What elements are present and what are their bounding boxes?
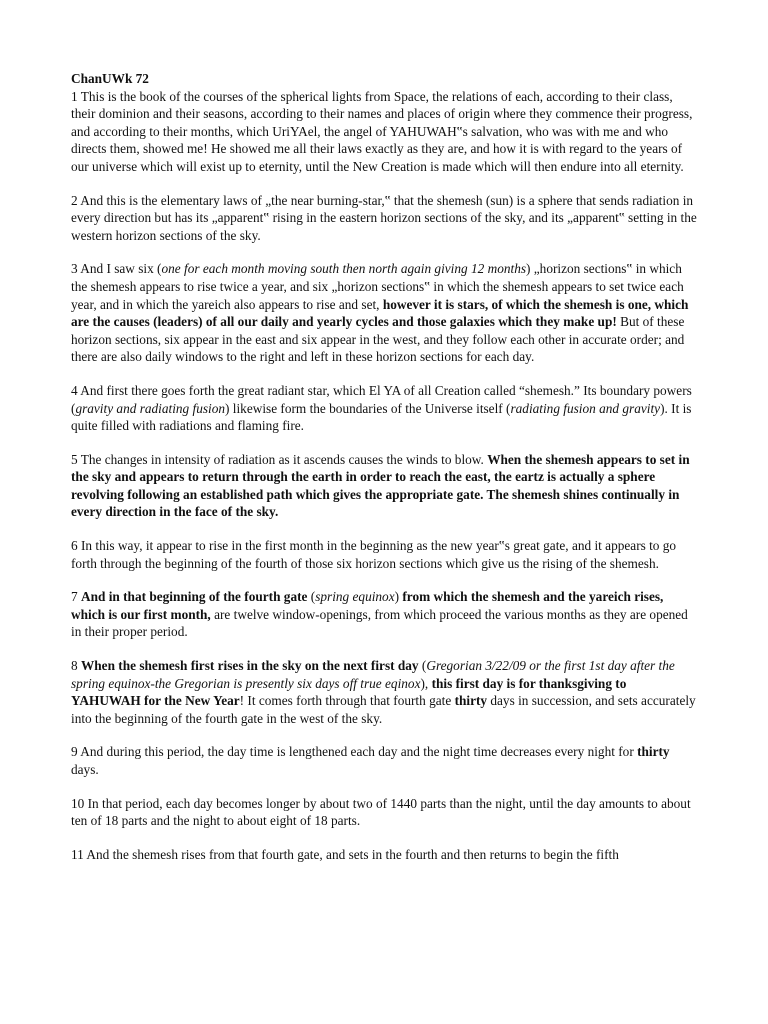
paragraph-text: ! It comes forth through that fourth gate: [239, 693, 455, 709]
paragraph-6: [71, 537, 697, 572]
bold-text: When the shemesh first rises in the sky on the next first day: [80, 658, 419, 674]
paragraph-text: ): [394, 589, 403, 605]
paragraph-text: ) „horizon sections‟ in which the shemesh appears to rise twice a year, and six „horizon sections‟ in which the shemesh appears to set twice each year, and in which the yareich also appears to rise and set,: [71, 261, 684, 312]
paragraph-text: 8: [71, 658, 81, 674]
paragraph-9: [71, 743, 697, 778]
bold-text: And in that beginning of the fourth gate: [80, 589, 308, 605]
paragraph-text: are twelve window-openings, from which proceed the various months as they are opened in their proper period.: [71, 606, 688, 640]
paragraph-11: [71, 846, 697, 864]
paragraph-text: 2 And this is the elementary laws of „the near burning-star,‟ that the shemesh (sun) is a sphere that sends radiation in every direction but has its „apparent‟ rising in the eastern horizon sections of the sky, and its „apparent‟ setting in the western horizon sections of the sky.: [71, 192, 697, 243]
italic-text: one for each month moving south then north again giving 12 months: [161, 261, 527, 277]
paragraph-text: 11 And the shemesh rises from that fourth gate, and sets in the fourth and then returns to begin the fifth: [71, 846, 619, 862]
paragraph-text: days.: [71, 762, 99, 777]
paragraph-text: (: [418, 658, 427, 674]
paragraph-text: But of these horizon sections, six appear in the east and six appear in the west, and they follow each other in accurate order; and there are also daily windows to the right and left in these horizon sections for each day.: [71, 314, 685, 365]
bold-text: however it is stars, of which the shemesh is one, which are the causes (leaders) of all our daily and yearly cycles and those galaxies which they make up!: [71, 296, 689, 330]
paragraph-text: (: [307, 589, 316, 605]
italic-text: radiating fusion and gravity: [510, 400, 661, 416]
paragraph-text: days in succession, and sets accurately into the beginning of the fourth gate in the west of the sky.: [71, 693, 696, 726]
bold-text: When the shemesh appears to set in the sky and appears to return through the earth in order to reach the east, the eartz is actually a sphere revolving following an established path which gives the appropriate gate. The shemesh shines continually in every direction in the face of the sky.: [71, 451, 690, 520]
paragraph-8: [71, 657, 697, 727]
paragraph-text: 5 The changes in intensity of radiation as it ascends causes the winds to blow.: [71, 451, 488, 467]
bold-text: thirty: [637, 744, 670, 760]
paragraph-text: 4 And first there goes forth the great radiant star, which El YA of all Creation called “shemesh.” Its boundary powers (: [71, 382, 692, 416]
paragraph-7: [71, 588, 697, 641]
paragraph-text: 7: [71, 589, 81, 605]
italic-text: Gregorian 3/22/09 or the first 1st day after the spring equinox-the Gregorian is presently six days off true eqinox: [71, 658, 675, 691]
italic-text: gravity and radiating fusion: [75, 400, 226, 416]
document-title: ChanUWk 72: [71, 71, 149, 86]
paragraph-10: [71, 795, 697, 830]
italic-text: spring equinox: [315, 589, 395, 605]
bold-text: thirty: [454, 693, 488, 709]
bold-text: this first day is for thanksgiving to YAHUWAH for the New Year: [71, 675, 627, 709]
paragraph-4: [71, 382, 697, 435]
paragraph-1: [71, 88, 697, 176]
paragraph-text: 3 And I saw six (: [71, 261, 162, 277]
paragraph-3: [71, 260, 697, 366]
paragraph-text: ),: [420, 675, 432, 691]
paragraph-text: ). It is quite filled with radiations and flaming fire.: [71, 400, 692, 434]
paragraph-text: 9 And during this period, the day time is lengthened each day and the night time decreases every night for: [71, 744, 638, 760]
document-page: [71, 70, 697, 879]
paragraph-text: 1 This is the book of the courses of the spherical lights from Space, the relations of each, according to their class, their dominion and their seasons, according to their names and places of origin where they commence their progress, and according to their months, which UriYAel, the angel of YAHUWAH‟s salvation, who was with me and who directs them, showed me! He showed me all their laws exactly as they are, and how it is with regard to the years of our universe which will exist up to eternity, until the New Creation is made which will then endure into all eternity.: [71, 88, 693, 174]
paragraph-text: 10 In that period, each day becomes longer by about two of 1440 parts than the night, until the day amounts to about ten of 18 parts and the night to about eight of 18 parts.: [71, 795, 691, 829]
paragraph-text: 6 In this way, it appear to rise in the first month in the beginning as the new year‟s great gate, and it appears to go forth through the beginning of the fourth of those six horizon sections which give us the rising of the shemesh.: [71, 538, 677, 571]
paragraph-text: ) likewise form the boundaries of the Universe itself (: [225, 400, 511, 416]
bold-text: from which the shemesh and the yareich rises, which is our first month,: [71, 589, 664, 622]
paragraph-2: [71, 192, 697, 245]
paragraph-5: [71, 451, 697, 521]
document-body: [71, 88, 697, 864]
